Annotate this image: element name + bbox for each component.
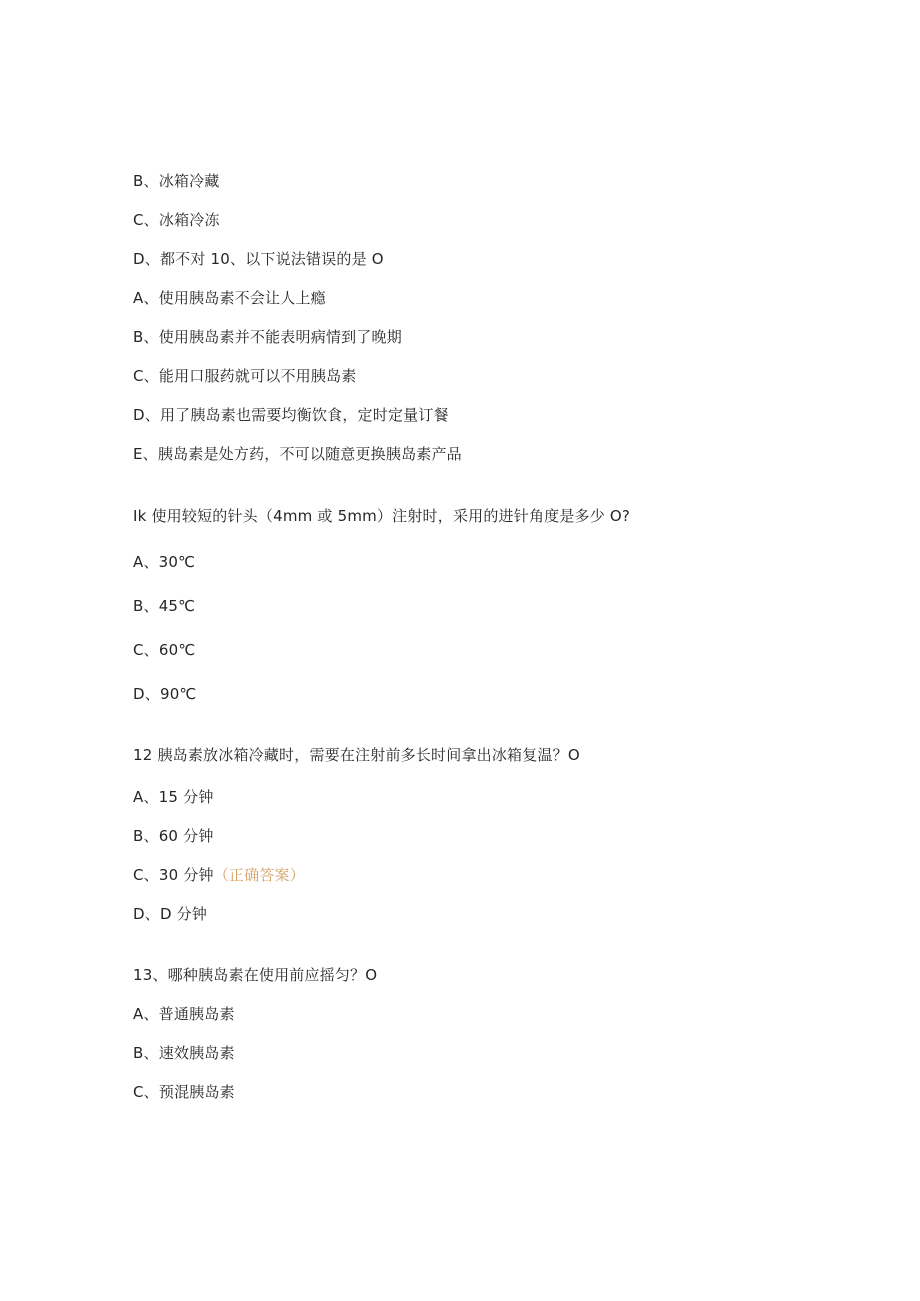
option-a-not-addictive: A、使用胰岛素不会让人上瘾 xyxy=(133,289,326,307)
option-c-30-minutes-label: C、30 分钟 xyxy=(133,866,214,884)
question-11: Ik 使用较短的针头（4mm 或 5mm）注射时，采用的进针角度是多少 O? xyxy=(133,507,631,525)
option-a-15-minutes: A、15 分钟 xyxy=(133,788,214,806)
option-c-oral-medicine: C、能用口服药就可以不用胰岛素 xyxy=(133,367,357,385)
question-12: 12 胰岛素放冰箱冷藏时，需要在注射前多长时间拿出冰箱复温？O xyxy=(133,746,580,764)
option-c-60: C、60℃ xyxy=(133,641,196,659)
option-c-freeze: C、冰箱冷冻 xyxy=(133,211,220,229)
option-d-question-10: D、都不对 10、以下说法错误的是 O xyxy=(133,250,384,268)
option-d-minutes: D、D 分钟 xyxy=(133,905,208,923)
option-b-rapid-insulin: B、速效胰岛素 xyxy=(133,1044,235,1062)
option-b-60-minutes: B、60 分钟 xyxy=(133,827,214,845)
option-b-45: B、45℃ xyxy=(133,597,196,615)
option-e-prescription: E、胰岛素是处方药，不可以随意更换胰岛素产品 xyxy=(133,445,462,463)
option-d-90: D、90℃ xyxy=(133,685,197,703)
question-13: 13、哪种胰岛素在使用前应摇匀？O xyxy=(133,966,378,984)
option-c-premixed-insulin: C、预混胰岛素 xyxy=(133,1083,235,1101)
option-c-30-minutes xyxy=(133,865,305,885)
option-d-balanced-diet: D、用了胰岛素也需要均衡饮食，定时定量订餐 xyxy=(133,406,449,424)
correct-answer-note: （正确答案） xyxy=(213,866,305,884)
option-a-30: A、30℃ xyxy=(133,553,196,571)
option-a-regular-insulin: A、普通胰岛素 xyxy=(133,1005,235,1023)
option-b-refrigerate: B、冰箱冷藏 xyxy=(133,172,220,190)
option-b-not-late-stage: B、使用胰岛素并不能表明病情到了晚期 xyxy=(133,328,402,346)
